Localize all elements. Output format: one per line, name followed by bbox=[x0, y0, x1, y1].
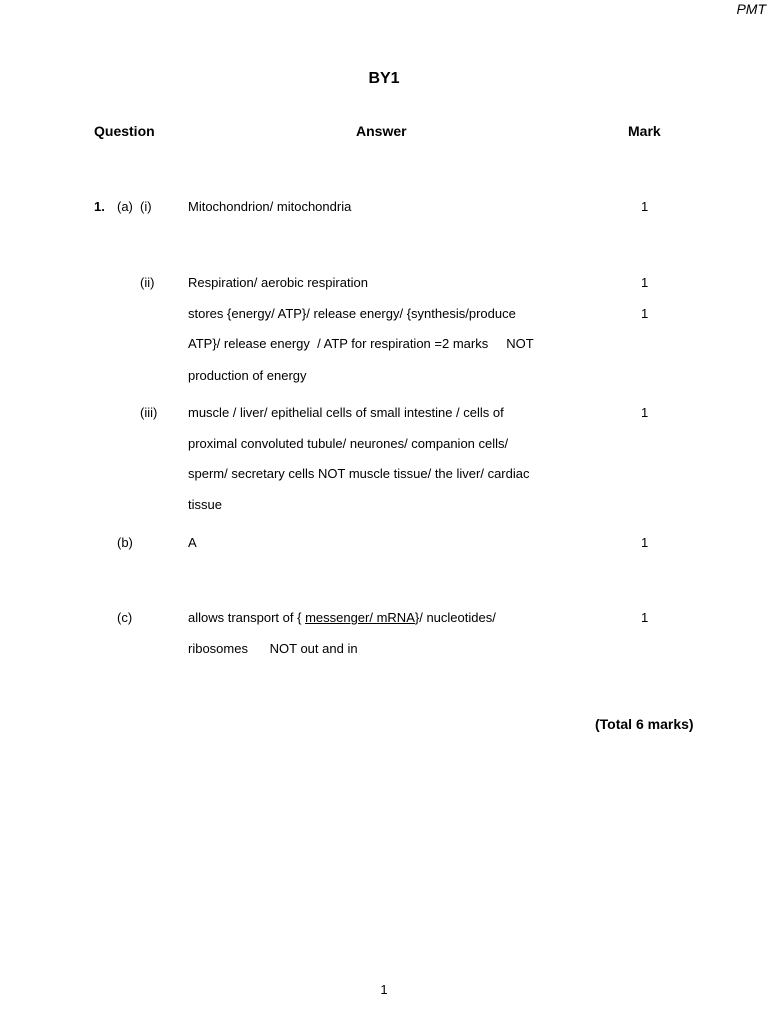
answer-line: A bbox=[188, 535, 197, 550]
answer-text: allows transport of { bbox=[188, 610, 306, 625]
answer-line: muscle / liver/ epithelial cells of small intestine / cells of bbox=[188, 405, 504, 420]
answer-line: stores {energy/ ATP}/ release energy/ {synthesis/produce bbox=[188, 306, 516, 321]
document-title: BY1 bbox=[368, 70, 400, 87]
answer-line: Respiration/ aerobic respiration bbox=[188, 275, 368, 290]
answer-line: tissue bbox=[188, 497, 222, 512]
answer-line: production of energy bbox=[188, 368, 307, 383]
mark-value: 1 bbox=[641, 535, 649, 550]
mark-value: 1 bbox=[641, 275, 649, 290]
subpart-i-label: (i) bbox=[140, 199, 152, 214]
answer-line: Mitochondrion/ mitochondria bbox=[188, 199, 352, 214]
part-a-label: (a) bbox=[117, 199, 133, 214]
column-header-answer: Answer bbox=[356, 123, 407, 139]
part-c-label: (c) bbox=[117, 610, 133, 625]
question-number: 1. bbox=[94, 199, 105, 214]
part-b-label: (b) bbox=[117, 535, 133, 550]
mark-value: 1 bbox=[641, 306, 649, 321]
answer-line bbox=[188, 610, 496, 625]
subpart-ii-label: (ii) bbox=[140, 275, 155, 290]
column-header-mark: Mark bbox=[628, 123, 661, 139]
subpart-iii-label: (iii) bbox=[140, 405, 158, 420]
total-marks: (Total 6 marks) bbox=[595, 716, 694, 732]
column-header-question: Question bbox=[94, 123, 155, 139]
answer-text: }/ nucleotides/ bbox=[414, 610, 496, 625]
answer-text-underlined: messenger/ mRNA bbox=[305, 610, 415, 625]
answer-line: ATP}/ release energy / ATP for respiration =2 marks NOT bbox=[188, 336, 534, 351]
answer-line: proximal convoluted tubule/ neurones/ companion cells/ bbox=[188, 436, 509, 451]
answer-line: sperm/ secretary cells NOT muscle tissue/ the liver/ cardiac bbox=[188, 466, 530, 481]
mark-value: 1 bbox=[641, 199, 649, 214]
answer-line: ribosomes NOT out and in bbox=[188, 641, 358, 656]
mark-value: 1 bbox=[641, 405, 649, 420]
page-number: 1 bbox=[380, 982, 388, 997]
pmt-label: PMT bbox=[736, 1, 766, 17]
mark-value: 1 bbox=[641, 610, 649, 625]
